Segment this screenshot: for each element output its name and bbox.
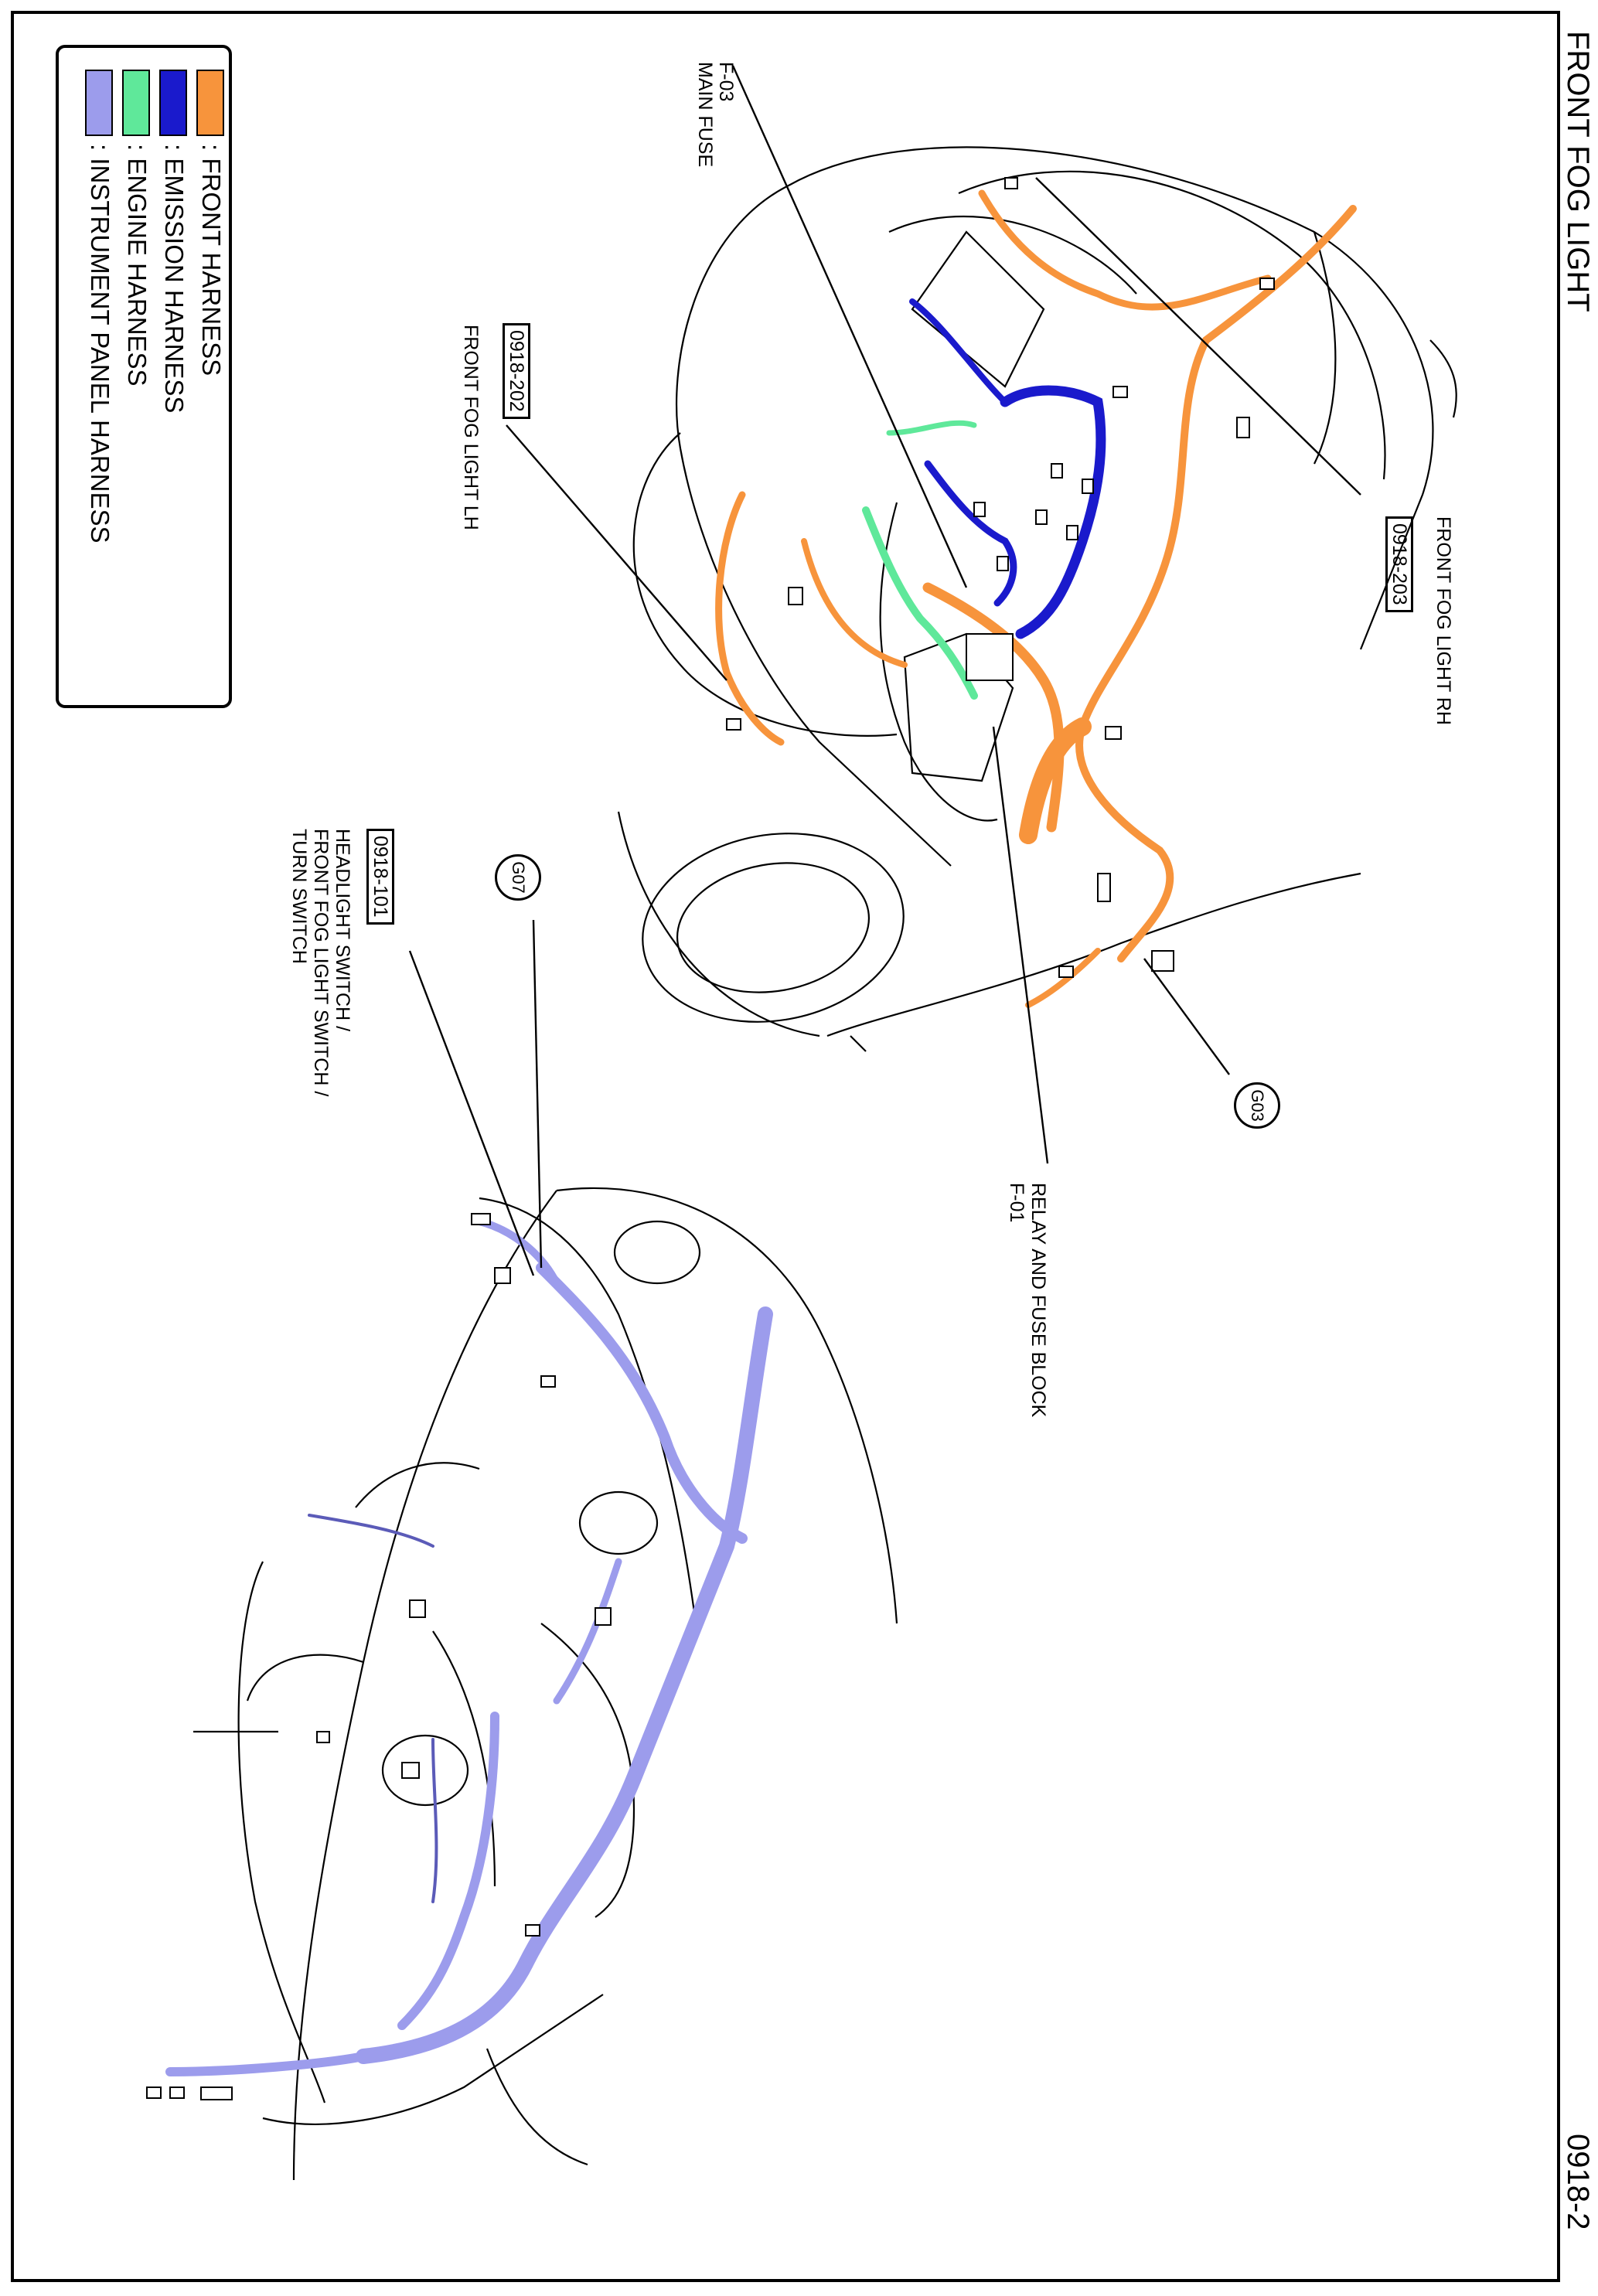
legend-label-engine: : ENGINE HARNESS	[123, 144, 152, 387]
page-title: FRONT FOG LIGHT	[1561, 31, 1595, 312]
switch-code	[366, 829, 394, 925]
switch-label-line3: TURN SWITCH	[288, 829, 310, 964]
switch-label-line2: FRONT FOG LIGHT SWITCH /	[310, 829, 332, 1097]
switch-label-line1: HEADLIGHT SWITCH /	[332, 829, 353, 1032]
front-harness-routing	[719, 193, 1353, 1005]
fog-light-lh-label: FRONT FOG LIGHT LH	[460, 325, 482, 530]
ground-g07-label: G07	[509, 861, 528, 894]
legend-label-emission: : EMISSION HARNESS	[160, 144, 189, 414]
emission-harness-routing	[912, 301, 1101, 634]
instrument-panel-harness-routing	[170, 1221, 765, 2072]
relay-fuse-block-label: RELAY AND FUSE BLOCK	[1027, 1183, 1049, 1418]
ground-g03-marker	[1234, 1082, 1280, 1129]
fog-light-lh-code-box: 0918-202	[503, 323, 530, 419]
ground-g03-label: G03	[1248, 1089, 1267, 1122]
vehicle-outline-engine-bay	[618, 147, 1457, 1051]
legend-label-instrument: : INSTRUMENT PANEL HARNESS	[86, 144, 114, 543]
main-fuse-label: MAIN FUSE	[694, 62, 716, 168]
fog-light-lh-code	[503, 323, 530, 419]
legend-label-front: : FRONT HARNESS	[197, 144, 226, 376]
legend-swatch-instrument	[85, 70, 113, 136]
relay-fuse-block-id: F-01	[1006, 1183, 1027, 1223]
page-number: 0918-2	[1561, 2134, 1595, 2230]
main-fuse-id: F-03	[715, 62, 737, 102]
fog-light-rh-code	[1385, 516, 1413, 612]
ground-g07-marker	[495, 854, 541, 901]
legend-swatch-front	[196, 70, 224, 136]
vehicle-outline-dashboard	[193, 1188, 897, 2180]
harness-legend	[56, 45, 232, 708]
legend-swatch-engine	[122, 70, 150, 136]
fog-light-rh-label: FRONT FOG LIGHT RH	[1433, 516, 1454, 725]
connectors	[147, 178, 1274, 2100]
legend-swatch-emission	[159, 70, 187, 136]
fog-light-rh-code-box: 0918-203	[1385, 516, 1413, 612]
switch-code-box: 0918-101	[366, 829, 394, 925]
